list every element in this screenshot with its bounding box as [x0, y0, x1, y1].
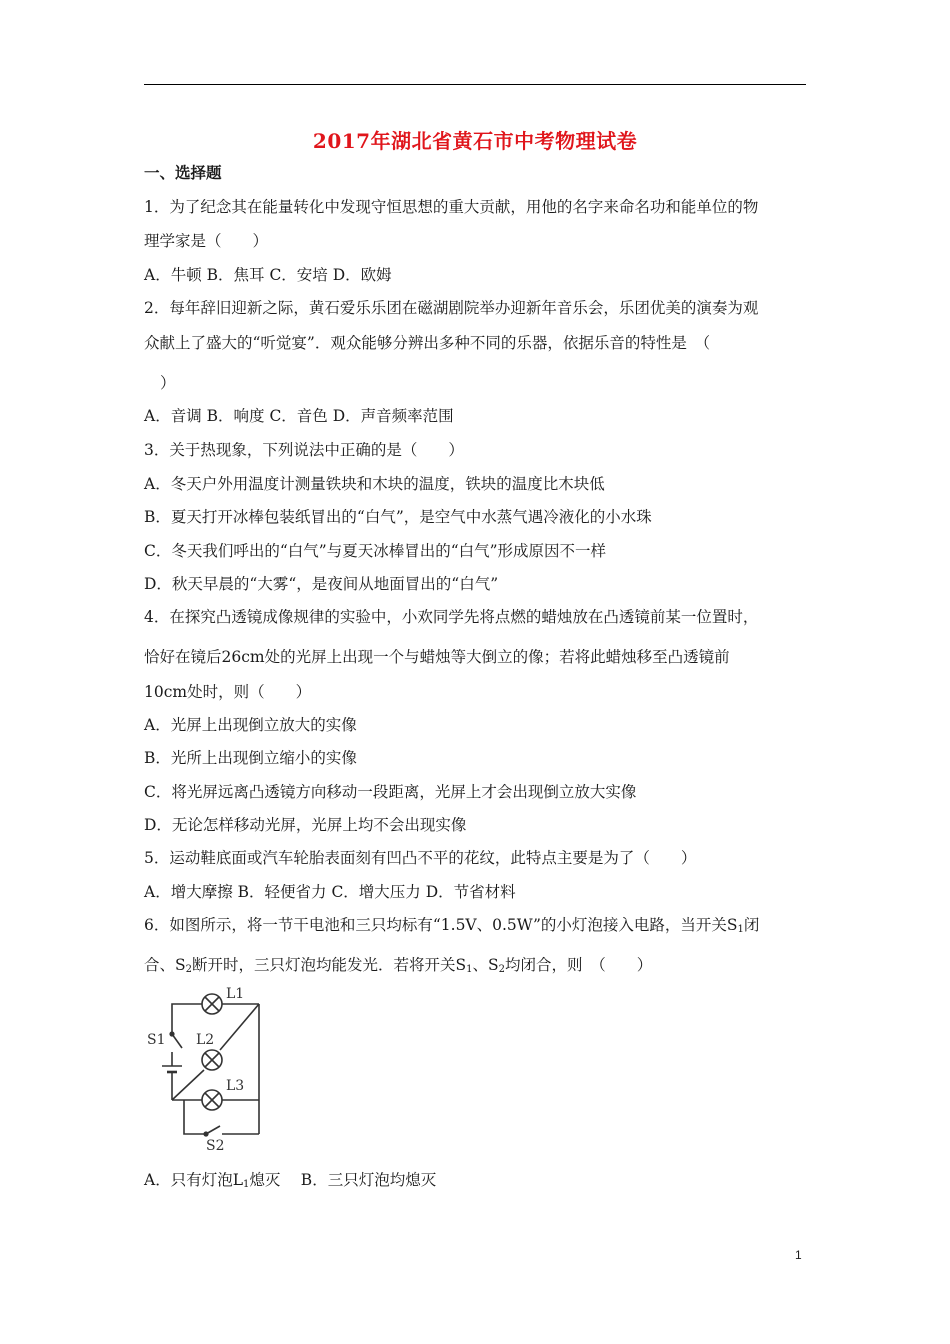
question-4-line-3: 10cm处时，则（ ） — [144, 683, 312, 701]
question-4-option-c: C．将光屏远离凸透镜方向移动一段距离，光屏上才会出现倒立放大实像 — [144, 783, 637, 801]
label-l2: L2 — [196, 1032, 215, 1048]
question-2-options: A．音调 B．响度 C．音色 D．声音频率范围 — [144, 407, 454, 425]
question-3-option-d: D．秋天早晨的“大雾“，是夜间从地面冒出的“白气” — [144, 575, 499, 593]
header-rule — [144, 84, 806, 85]
question-6-line-1: 6．如图所示，将一节干电池和三只均标有“1.5V、0.5W”的小灯泡接入电路，当开关$S_1$闭 — [144, 916, 760, 935]
page-title: 2017年湖北省黄石市中考物理试卷 — [312, 129, 638, 153]
section-heading: 一、选择题 — [144, 163, 222, 182]
circuit-diagram — [144, 982, 268, 1152]
question-4-option-b: B．光所上出现倒立缩小的实像 — [144, 749, 357, 767]
question-3-option-c: C．冬天我们呼出的“白气”与夏天冰棒冒出的“白气”形成原因不一样 — [144, 542, 607, 560]
label-s1: S1 — [147, 1032, 166, 1048]
page-number: 1 — [795, 1248, 802, 1262]
label-l3: L3 — [226, 1078, 245, 1094]
question-3-line-1: 3．关于热现象，下列说法中正确的是（ ） — [144, 441, 464, 459]
question-4-line-1: 4．在探究凸透镜成像规律的实验中，小欢同学先将点燃的蜡烛放在凸透镜前某一位置时， — [144, 608, 759, 626]
question-2-line-2: 众献上了盛大的“听觉宴”．观众能够分辨出多种不同的乐器，依据乐音的特性是 （ — [144, 334, 711, 352]
question-3-option-a: A．冬天户外用温度计测量铁块和木块的温度，铁块的温度比木块低 — [144, 475, 605, 493]
question-4-option-d: D．无论怎样移动光屏，光屏上均不会出现实像 — [144, 816, 467, 834]
question-6-line-2: 合、$S_2$断开时，三只灯泡均能发光．若将开关$S_1$、$S_2$均闭合，则 （ ） — [144, 956, 653, 975]
question-3-option-b: B．夏天打开冰棒包装纸冒出的“白气”，是空气中水蒸气遇冷液化的小水珠 — [144, 508, 652, 526]
question-5-options: A．增大摩擦 B．轻便省力 C．增大压力 D．节省材料 — [144, 883, 516, 901]
question-6-options: A．只有灯泡$L_1$熄灭 B．三只灯泡均熄灭 — [144, 1171, 437, 1190]
label-s2: S2 — [206, 1138, 225, 1152]
question-4-option-a: A．光屏上出现倒立放大的实像 — [144, 716, 357, 734]
question-1-line-1: 1．为了纪念其在能量转化中发现守恒思想的重大贡献，用他的名字来命名功和能单位的物 — [144, 198, 759, 216]
question-1-line-2: 理学家是（ ） — [144, 232, 269, 250]
question-4-line-2: 恰好在镜后26cm处的光屏上出现一个与蜡烛等大倒立的像；若将此蜡烛移至凸透镜前 — [144, 648, 730, 666]
question-1-options: A．牛顿 B．焦耳 C．安培 D．欧姆 — [144, 266, 392, 284]
label-l1: L1 — [226, 986, 245, 1002]
question-5-line-1: 5．运动鞋底面或汽车轮胎表面刻有凹凸不平的花纹，此特点主要是为了（ ） — [144, 849, 697, 867]
question-2-line-3: ） — [160, 374, 176, 392]
question-2-line-1: 2．每年辞旧迎新之际，黄石爱乐乐团在磁湖剧院举办迎新年音乐会，乐团优美的演奏为观 — [144, 299, 759, 317]
